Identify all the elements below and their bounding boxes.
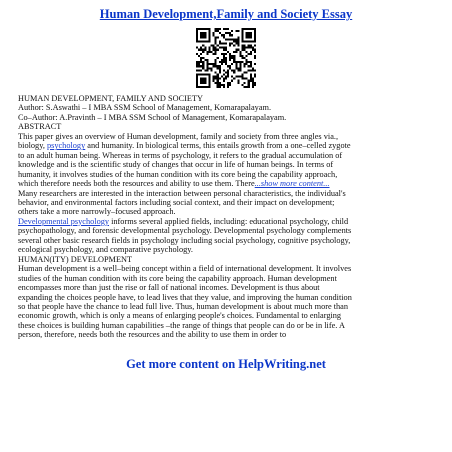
- body-line: [18, 236, 438, 245]
- body-line: [18, 179, 438, 188]
- body-line: [18, 264, 438, 273]
- body-line: [18, 245, 438, 254]
- body-text: several other basic research fields in psychology including social psychology, cognitive psychology,: [18, 235, 351, 245]
- body-text: encompasses more than just the rise or fall of national incomes. Development is thus about: [18, 283, 320, 293]
- body-line: [18, 274, 438, 283]
- body-line: [18, 170, 438, 179]
- body-line: [18, 255, 438, 264]
- body-text: HUMAN(ITY) DEVELOPMENT: [18, 254, 133, 264]
- get-more-content-link[interactable]: Get more content on HelpWriting.net: [126, 357, 326, 371]
- body-text: to an adult human being. Whereas in terms of psychology, it refers to the gradual accumulation of: [18, 150, 343, 160]
- body-text: economic growth, which is only a means of enlarging people's choices. Fundamental to enlarging: [18, 311, 342, 321]
- essay-body: [18, 94, 438, 340]
- body-text: biology,: [18, 141, 47, 151]
- body-text: which therefore needs both the resources and ability to use them. There: [18, 179, 255, 189]
- inline-link[interactable]: psychology: [46, 141, 86, 151]
- body-text: Co–Author: A.Pravinth – I MBA SSM School of Management, Komarapalayam.: [18, 112, 287, 122]
- body-text: others take a more narrowly–focused approach.: [18, 207, 176, 217]
- body-text: HUMAN DEVELOPMENT, FAMILY AND SOCIETY: [18, 94, 203, 103]
- body-line: [18, 283, 438, 292]
- body-line: [18, 103, 438, 112]
- body-line: [18, 226, 438, 235]
- body-line: [18, 132, 438, 141]
- body-text: ABSTRACT: [18, 122, 62, 132]
- body-line: [18, 321, 438, 330]
- body-text: knowledge and is the scientific study of changes that occur in life of human beings. In terms of: [18, 160, 334, 170]
- body-text: Many researchers are interested in the interaction between personal characteristics, the individual's: [18, 188, 346, 198]
- document-title[interactable]: Human Development,Family and Society Essay: [99, 7, 353, 21]
- body-text: informs several applied fields, including: educational psychology, child: [109, 216, 349, 226]
- body-line: [18, 293, 438, 302]
- body-text: ecological psychology, and comparative psychology.: [18, 245, 193, 255]
- body-line: [18, 207, 438, 216]
- body-text: Human development is a well–being concept within a field of international development. It involves: [18, 264, 352, 274]
- body-line: [18, 160, 438, 169]
- body-text: and humanity. In biological terms, this entails growth from a one–celled zygote: [85, 141, 351, 151]
- body-line: [18, 302, 438, 311]
- body-line: [18, 330, 438, 339]
- body-line: [18, 217, 438, 226]
- body-line: [18, 94, 438, 103]
- body-text: humanity, it involves studies of the human condition with its core being the capability approach,: [18, 169, 338, 179]
- body-text: This paper gives an overview of Human development, family and society from three angles via.,: [18, 131, 339, 141]
- body-text: studies of the human condition with its core being the capability approach. Human development: [18, 273, 337, 283]
- body-text: expanding the choices people have, to lead lives that they value, and improving the human condition: [18, 292, 352, 302]
- qr-code-icon: [196, 28, 256, 88]
- body-line: [18, 113, 438, 122]
- body-text: psychopathology, and forensic developmental psychology. Developmental psychology complements: [18, 226, 352, 236]
- show-more-link[interactable]: ...show more content...: [254, 179, 330, 189]
- body-line: [18, 198, 438, 207]
- body-line: [18, 141, 438, 150]
- body-text: these choices is building human capabilities –the range of things that people can do or be in life. A: [18, 320, 345, 330]
- body-text: Author: S.Aswathi – I MBA SSM School of Management, Komarapalayam.: [18, 103, 272, 113]
- body-line: [18, 311, 438, 320]
- body-line: [18, 189, 438, 198]
- body-text: so that people have the chance to lead full live. Thus, human development is about much more than: [18, 301, 349, 311]
- body-line: [18, 122, 438, 131]
- inline-link[interactable]: Developmental psychology: [18, 216, 110, 226]
- body-text: person, therefore, needs both the resources and the ability to use them in order to: [18, 330, 287, 340]
- body-line: [18, 151, 438, 160]
- body-text: behavior, and environmental factors including social context, and their impact on development;: [18, 197, 335, 207]
- qr-code[interactable]: [196, 28, 256, 88]
